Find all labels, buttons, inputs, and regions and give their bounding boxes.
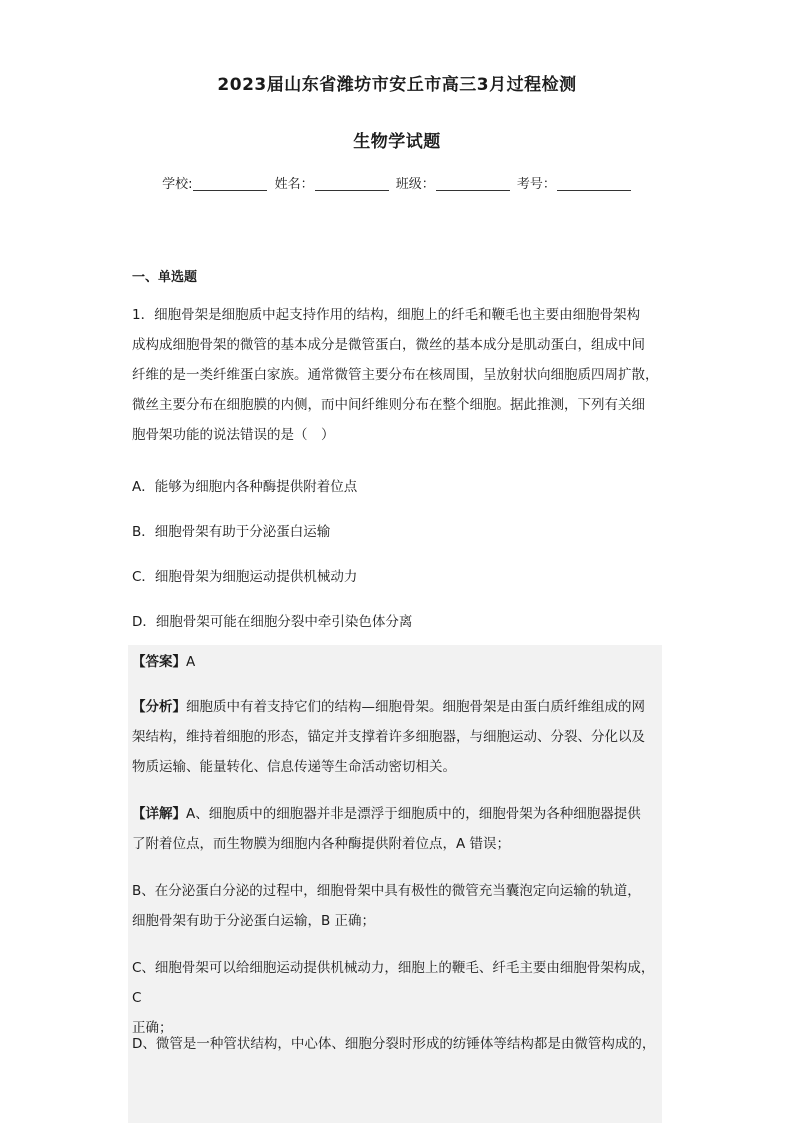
option-d: D．细胞骨架可能在细胞分裂中牵引染色体分离 (132, 614, 413, 630)
detail-label: 【详解】 (132, 806, 186, 822)
analysis-paragraph (132, 692, 662, 782)
detail-paragraph-d (132, 1029, 662, 1059)
detail-paragraph-b (132, 876, 662, 936)
school-blank (193, 176, 267, 191)
analysis-line: 架结构，维持着细胞的形态，锚定并支撑着许多细胞器，与细胞运动、分裂、分化以及 (132, 729, 645, 745)
class-blank (436, 176, 510, 191)
analysis-label: 【分析】 (132, 699, 186, 715)
option-c: C．细胞骨架为细胞运动提供机械动力 (132, 569, 358, 585)
answer-value: A (186, 654, 196, 670)
stem-line: 成构成细胞骨架的微管的基本成分是微管蛋白，微丝的基本成分是肌动蛋白，组成中间 (132, 337, 645, 353)
page-subtitle: 生物学试题 (353, 132, 441, 152)
answer-label: 【答案】 (132, 654, 186, 670)
detail-line: C、细胞骨架可以给细胞运动提供机械动力，细胞上的鞭毛、纤毛主要由细胞骨架构成，C (132, 960, 655, 1006)
option-a: A．能够为细胞内各种酶提供附着位点 (132, 479, 358, 495)
analysis-line: 物质运输、能量转化、信息传递等生命活动密切相关。 (132, 759, 456, 775)
answer-line (132, 647, 662, 677)
class-label: 班级： (395, 177, 435, 192)
stem-line: 纤维的是一类纤维蛋白家族。通常微管主要分布在核周围，呈放射状向细胞质四周扩散， (132, 367, 659, 383)
detail-paragraph-a (132, 799, 662, 859)
stem-line: 1．细胞骨架是细胞质中起支持作用的结构，细胞上的纤毛和鞭毛也主要由细胞骨架构 (132, 307, 641, 323)
number-blank (557, 176, 631, 191)
detail-line: 正确； (132, 1020, 173, 1036)
stem-line: 胞骨架功能的说法错误的是（ ） (132, 427, 335, 443)
analysis-line: 细胞质中有着支持它们的结构—细胞骨架。细胞骨架是由蛋白质纤维组成的网 (186, 699, 645, 715)
number-label: 考号： (516, 177, 556, 192)
name-blank (315, 176, 389, 191)
question-stem (132, 300, 662, 450)
detail-line: 细胞骨架有助于分泌蛋白运输，B 正确； (132, 913, 376, 929)
option-b: B．细胞骨架有助于分泌蛋白运输 (132, 524, 331, 540)
detail-line: B、在分泌蛋白分泌的过程中，细胞骨架中具有极性的微管充当囊泡定向运输的轨道， (132, 883, 641, 899)
section-title: 一、单选题 (132, 270, 198, 285)
detail-line: A、细胞质中的细胞器并非是漂浮于细胞质中的，细胞骨架为各种细胞器提供 (186, 806, 641, 822)
name-label: 姓名： (274, 177, 314, 192)
page-title: 2023届山东省潍坊市安丘市高三3月过程检测 (217, 75, 577, 95)
student-info-line (0, 173, 794, 192)
detail-line: 了附着位点，而生物膜为细胞内各种酶提供附着位点，A 错误； (132, 836, 511, 852)
stem-line: 微丝主要分布在细胞膜的内侧，而中间纤维则分布在整个细胞。据此推测，下列有关细 (132, 397, 645, 413)
detail-line: D、微管是一种管状结构，中心体、细胞分裂时形成的纺锤体等结构都是由微管构成的， (132, 1036, 656, 1052)
school-label: 学校: (162, 177, 193, 192)
